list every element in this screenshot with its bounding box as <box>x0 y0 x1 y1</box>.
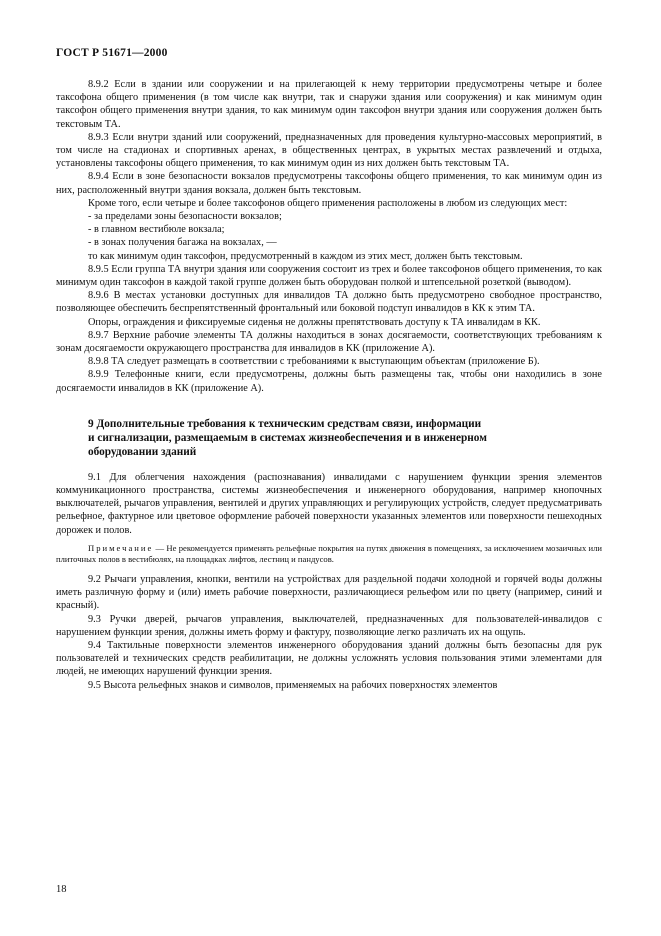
note-text: — Не рекомендуется применять рельефные покрытия на путях движения в помещениях, за исключением мозаичных или плиточных полов в вестибюлях, на площадках лифтов, лестниц и пандусов. <box>56 542 602 564</box>
list-item: - в главном вестибюле вокзала; <box>88 224 225 236</box>
paragraph-9-3: 9.3 Ручки дверей, рычагов управления, выключателей, предназначенных для пользователей-инвалидов с нарушением функции зрения, должны иметь форму и фактуру, позволяющие легко различать их на ощупь. <box>56 613 602 638</box>
list-item: - в зонах получения багажа на вокзалах, — <box>88 237 277 249</box>
paragraph-9-4: 9.4 Тактильные поверхности элементов инженерного оборудования зданий должны быть безопасны для рук пользователей и технических средств реабилитации, не должны усложнять условия пользования этими элементами для людей, не имеющих нарушений функции зрения. <box>56 639 602 678</box>
section-title-line: и сигнализации, размещаемым в системах жизнеобеспечения и в инженерном <box>88 431 487 444</box>
page-number: 18 <box>56 884 67 895</box>
paragraph-8-9-6: 8.9.6 В местах установки доступных для инвалидов ТА должно быть предусмотрено свободное пространство, позволяющее обеспечить беспрепятственный фронтальный или боковой подступ инвалидов в КК к этим ТА. <box>56 290 602 315</box>
paragraph-8-9-7: 8.9.7 Верхние рабочие элементы ТА должны находиться в зонах досягаемости, соответствующих требованиям к зонам досягаемости окружающего пространства для инвалидов в КК (приложение А). <box>56 329 602 355</box>
note-label: Примечание <box>88 542 154 553</box>
section-title <box>56 417 602 459</box>
paragraph-9-2: 9.2 Рычаги управления, кнопки, вентили на устройствах для раздельной подачи холодной и горячей воды должны иметь различную форму и (или) иметь рабочие поверхности, различающиеся рельефом или по цвету (например, синий и красный). <box>56 573 602 612</box>
list-item: - за пределами зоны безопасности вокзалов; <box>88 211 282 223</box>
paragraph-8-9-4: 8.9.4 Если в зоне безопасности вокзалов предусмотрены таксофоны общего применения, то как минимум один из них, расположенный внутри здания вокзала, должен быть текстовым. <box>56 171 602 196</box>
note <box>56 543 602 565</box>
paragraph-9-5: 9.5 Высота рельефных знаков и символов, применяемых на рабочих поверхностях элементов <box>88 679 498 691</box>
paragraph-9-1: 9.1 Для облегчения нахождения (распознавания) инвалидами с нарушением функции зрения элементов коммуникационного пространства, системы жизнеобеспечения и инженерного оборудования, например кнопочных выключателей, рычагов управления, вентилей и других управляющих и регулирующих устройств, следует предусматривать рельефное, фактурное или цветовое оформление рабочей поверхности указанных элементов или поверхности пешеходных дорожек и полов. <box>56 471 602 536</box>
paragraph-supports: Опоры, ограждения и фиксируемые сиденья не должны препятствовать доступу к ТА инвалидам в КК. <box>88 316 541 328</box>
paragraph-8-9-9: 8.9.9 Телефонные книги, если предусмотрены, должны быть размещены так, чтобы они находились в зоне досягаемости инвалидов в КК (приложение А). <box>56 369 602 394</box>
paragraph-moreover: Кроме того, если четыре и более таксофонов общего применения расположены в любом из следующих мест: <box>88 197 568 209</box>
paragraph-8-9-3: 8.9.3 Если внутри зданий или сооружений, предназначенных для проведения культурно-массовых мероприятий, в том числе на стадионах и спортивных аренах, в общественных центрах, в укрытых местах развлечений и отдыха, установлены таксофоны общего применения, то как минимум один из них должен быть текстовым ТА. <box>56 131 602 170</box>
section-title-line: оборудовании зданий <box>88 445 197 458</box>
paragraph-8-9-8: 8.9.8 ТА следует размещать в соответствии с требованиями к выступающим объектам (приложение Б). <box>88 356 540 368</box>
document-body <box>56 78 602 692</box>
section-title-line: 9 Дополнительные требования к техническим средствам связи, информации <box>88 417 482 430</box>
paragraph-conclusion: то как минимум один таксофон, предусмотренный в каждом из этих мест, должен быть текстовым. <box>88 250 523 262</box>
paragraph-8-9-5: 8.9.5 Если группа ТА внутри здания или сооружения состоит из трех и более таксофонов общего применения, то как минимум один таксофон в каждой такой группе должен быть оборудован полкой и штепсельной розеткой (выводом). <box>56 263 602 289</box>
paragraph-8-9-2: 8.9.2 Если в здании или сооружении и на прилегающей к нему территории предусмотрены четыре и более таксофона общего применения (в том числе как внутри, так и снаружи здания или сооружения) и как минимум один таксофон общего применения внутри здания, то как минимум один таксофон внутри здания или сооружения должен быть текстовым ТА. <box>56 79 602 130</box>
document-header: ГОСТ Р 51671—2000 <box>56 47 168 59</box>
